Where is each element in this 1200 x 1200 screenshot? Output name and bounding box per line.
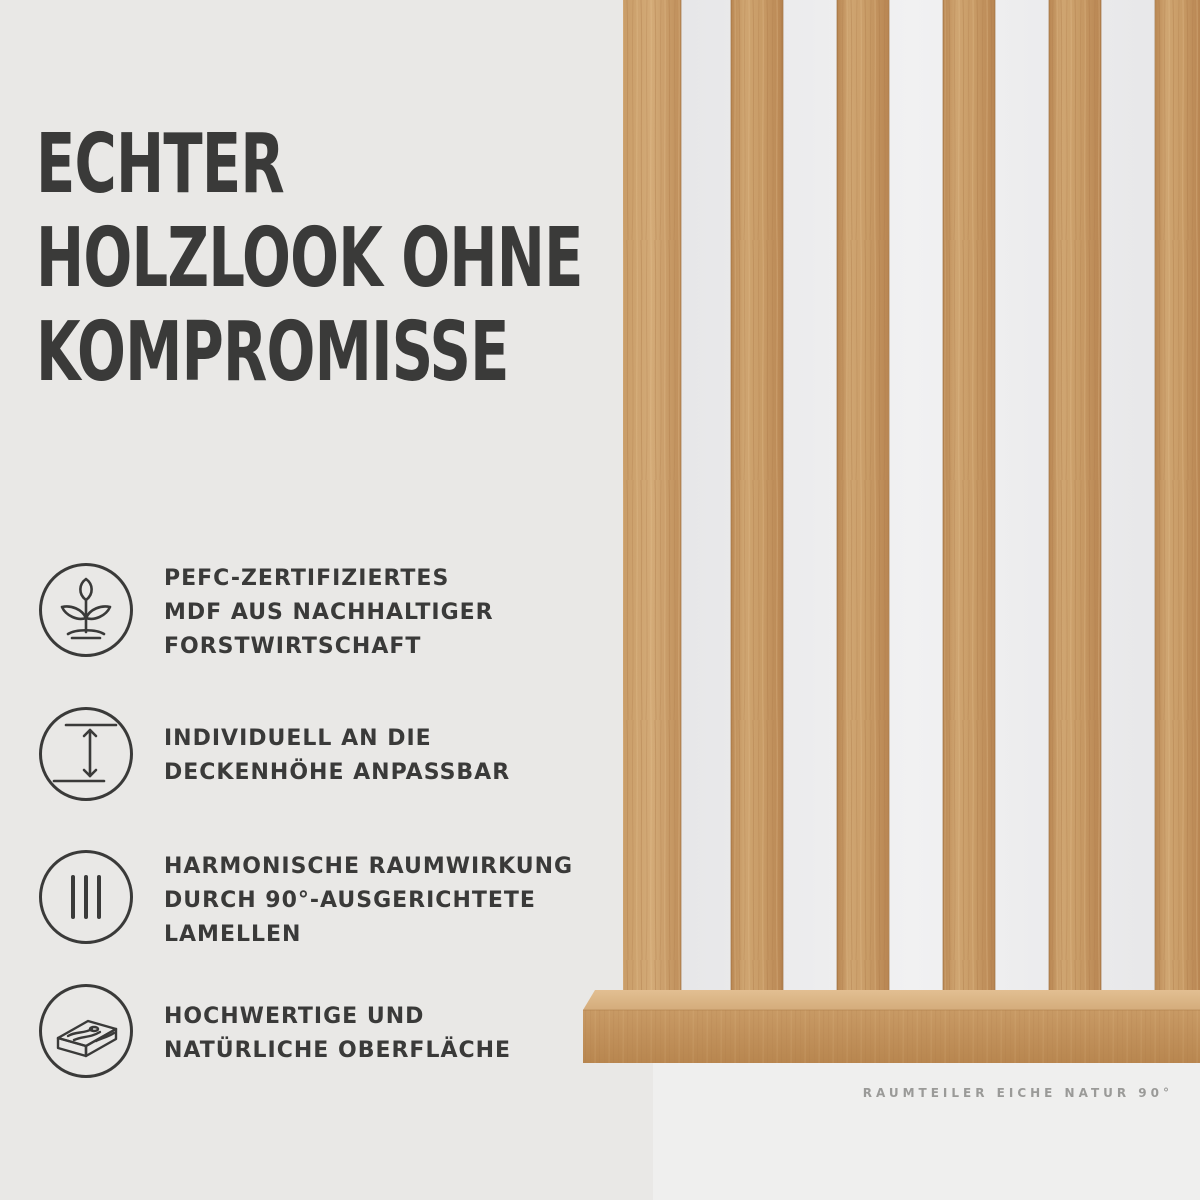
feature-text-line: HOCHWERTIGE UND [164,1004,425,1029]
feature-height-text [164,722,510,790]
slats-icon [38,849,134,945]
height-adjust-icon [38,706,134,802]
headline [36,117,583,400]
feature-text-line: LAMELLEN [164,922,302,947]
floor-area [653,1063,1200,1200]
room-divider-image [583,0,1200,1063]
feature-text-line: DECKENHÖHE ANPASSBAR [164,760,511,785]
feature-text-line: MDF AUS NACHHALTIGER [164,600,494,625]
feature-height [38,706,638,806]
feature-pefc-text [164,562,494,664]
headline-line-3: KOMPROMISSE [36,305,509,400]
feature-text-line: INDIVIDUELL AN DIE [164,726,432,751]
feature-slats-text [164,850,573,952]
feature-pefc [38,562,638,662]
feature-text-line: NATÜRLICHE OBERFLÄCHE [164,1038,512,1063]
product-caption: RAUMTEILER EICHE NATUR 90° [862,1086,1173,1100]
feature-slats [38,849,638,949]
feature-text-line: PEFC-ZERTIFIZIERTES [164,566,450,591]
wood-plank-icon [38,983,134,1079]
feature-text-line: DURCH 90°-AUSGERICHTETE [164,888,536,913]
feature-text-line: FORSTWIRTSCHAFT [164,634,422,659]
headline-line-1: ECHTER [36,117,284,212]
feature-surface [38,983,638,1083]
feature-text-line: HARMONISCHE RAUMWIRKUNG [164,854,574,879]
plant-icon [38,562,134,658]
feature-surface-text [164,1000,511,1068]
headline-line-2: HOLZLOOK OHNE [36,211,583,306]
